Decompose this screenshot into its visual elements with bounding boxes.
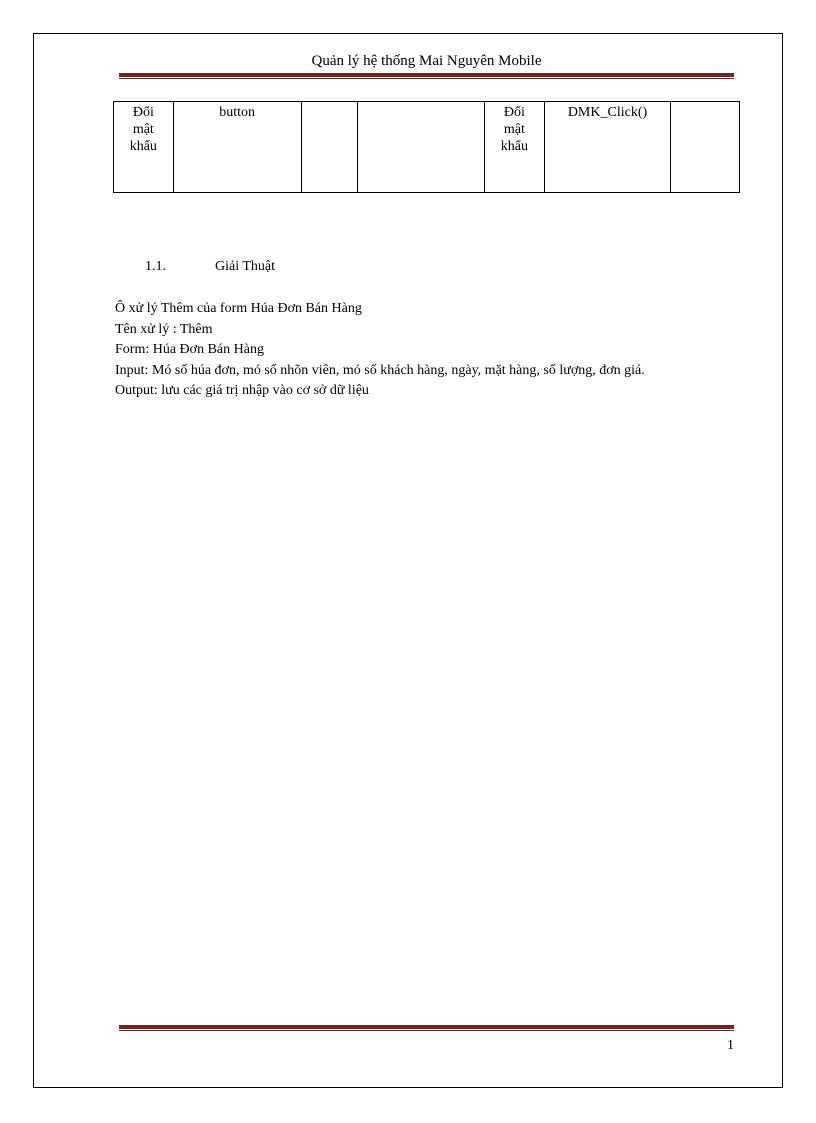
section-number: 1.1. bbox=[145, 259, 166, 274]
page-number: 1 bbox=[727, 1038, 734, 1053]
table-cell-empty bbox=[301, 102, 357, 193]
table-cell-handler: DMK_Click() bbox=[545, 102, 671, 193]
body-line: Input: Mó số húa đơn, mó số nhõn viên, mó số khách hàng, ngày, mặt hàng, số lượng, đơn giá. bbox=[115, 362, 645, 378]
body-text bbox=[115, 299, 741, 402]
body-line: Ô xử lý Thêm của form Húa Đơn Bán Hàng bbox=[115, 301, 362, 316]
page-header-title: Quản lý hệ thống Mai Nguyên Mobile bbox=[311, 53, 542, 69]
table-cell-empty bbox=[670, 102, 739, 193]
header-rule bbox=[119, 73, 734, 80]
body-line: Tên xử lý : Thêm bbox=[115, 321, 213, 337]
table-cell-control-name: Đổi mật khẩu bbox=[114, 102, 174, 193]
table-cell-event-name: Đổi mật khẩu bbox=[484, 102, 545, 193]
section-heading bbox=[145, 258, 275, 276]
spec-table bbox=[113, 101, 740, 193]
body-line: Form: Húa Đơn Bán Hàng bbox=[115, 342, 264, 358]
table-cell-empty bbox=[358, 102, 485, 193]
table-row bbox=[114, 102, 740, 193]
section-title: Giải Thuật bbox=[215, 259, 276, 274]
body-line: Output: lưu các giá trị nhập vào cơ sở dữ liệu bbox=[115, 383, 369, 399]
table-cell-control-type: button bbox=[173, 102, 301, 193]
footer-rule bbox=[119, 1025, 734, 1032]
